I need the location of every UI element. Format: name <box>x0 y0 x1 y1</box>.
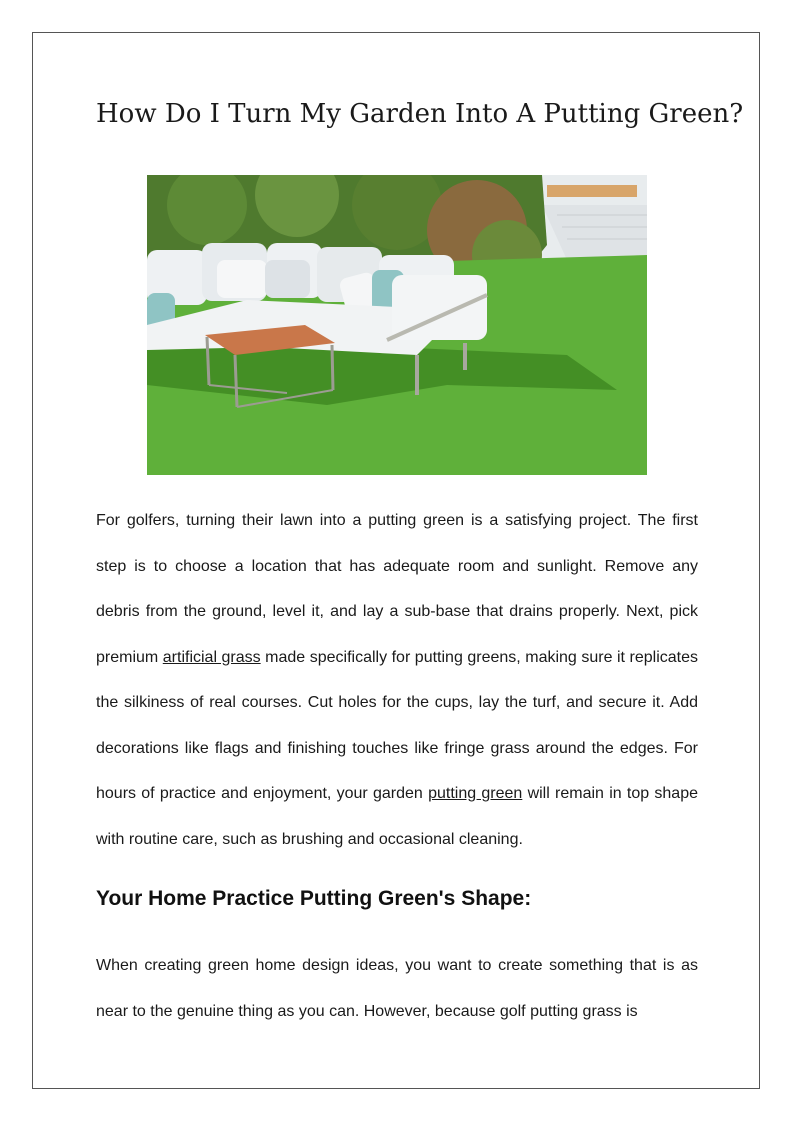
intro-paragraph <box>96 498 698 862</box>
intro-text-middle: made specifically for putting greens, making sure it replicates the silkiness of real courses. Cut holes for the cups, lay the turf, and secure it. Add decorations like flags and finishing touches like fringe grass around the edges. For hours of practice and enjoyment, your garden <box>96 648 698 802</box>
artificial-grass-link[interactable]: artificial grass <box>162 648 261 666</box>
hero-image <box>147 175 647 475</box>
section-heading: Your Home Practice Putting Green's Shape: <box>96 887 532 910</box>
page-title: How Do I Turn My Garden Into A Putting Green? <box>96 99 744 129</box>
garden-sofa-illustration <box>147 175 647 475</box>
section-paragraph: When creating green home design ideas, you want to create something that is as near to the genuine thing as you can. However, because golf putting grass is <box>96 957 698 1020</box>
putting-green-link[interactable]: putting green <box>428 785 523 802</box>
intro-text-end: will remain in top shape with routine care, such as brushing and occasional cleaning. <box>96 785 699 848</box>
intro-text-start: For golfers, turning their lawn into a putting green is a satisfying project. The first step is to choose a location that has adequate room and sunlight. Remove any debris from the ground, level it, and lay a sub-base that drains properly. Next, pick premium <box>96 512 698 666</box>
